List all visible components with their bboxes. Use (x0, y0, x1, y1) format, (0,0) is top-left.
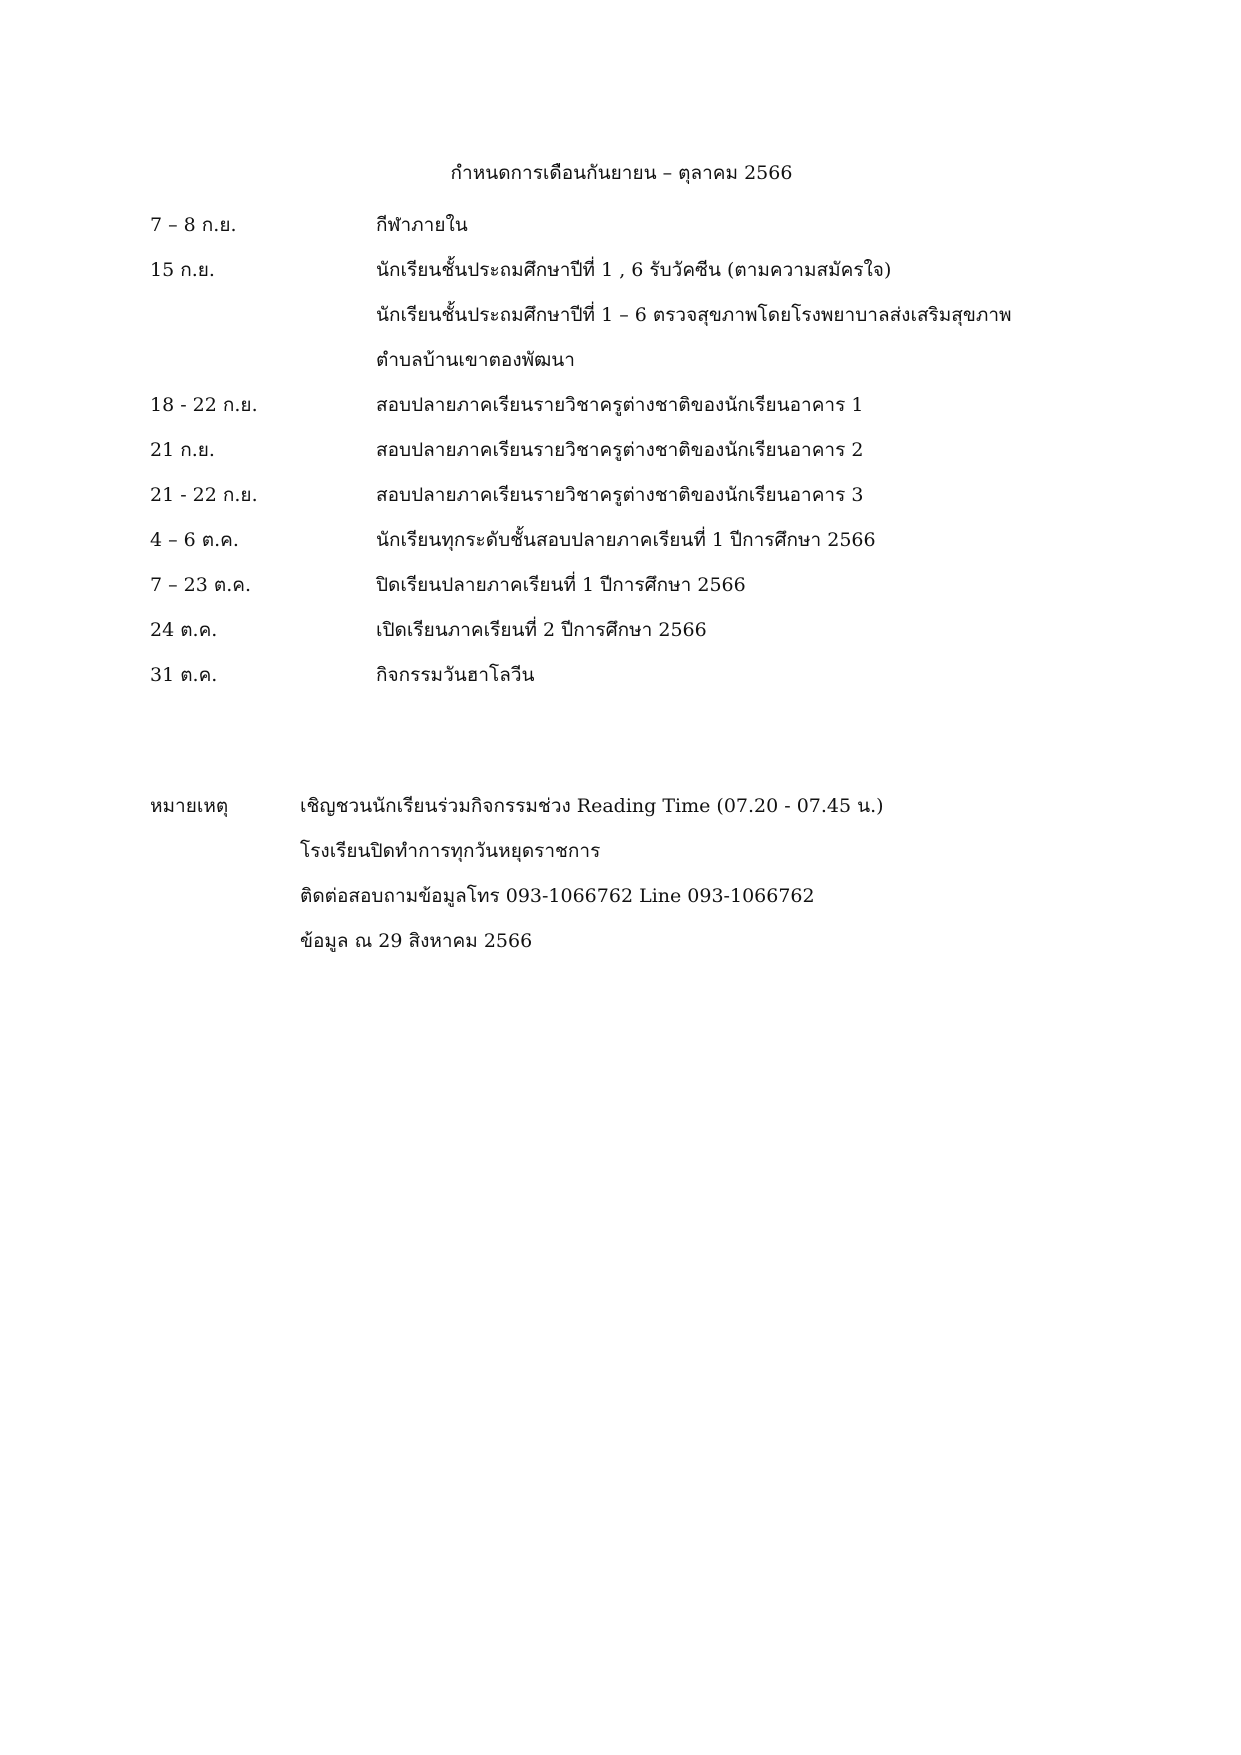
document-title: กำหนดการเดือนกันยายน – ตุลาคม 2566 (450, 162, 793, 184)
schedule-row (150, 608, 1150, 653)
schedule-event: กิจกรรมวันฮาโลวีน (376, 664, 535, 686)
schedule-events (376, 653, 1150, 698)
note-line: ข้อมูล ณ 29 สิงหาคม 2566 (300, 930, 533, 952)
schedule-events (376, 608, 1150, 653)
schedule-event: เปิดเรียนภาคเรียนที่ 2 ปีการศึกษา 2566 (376, 619, 707, 641)
schedule-row (150, 203, 1150, 248)
schedule-row (150, 518, 1150, 563)
schedule-event: สอบปลายภาคเรียนรายวิชาครูต่างชาติของนักเรียนอาคาร 1 (376, 394, 864, 416)
schedule-row (150, 473, 1150, 518)
notes-section (150, 784, 1150, 964)
schedule-date: 7 – 8 ก.ย. (150, 214, 237, 236)
schedule-date: 4 – 6 ต.ค. (150, 529, 239, 551)
schedule-event: นักเรียนทุกระดับชั้นสอบปลายภาคเรียนที่ 1 ปีการศึกษา 2566 (376, 529, 876, 551)
schedule-event: กีฬาภายใน (376, 214, 468, 236)
schedule-events (376, 473, 1150, 518)
schedule-event: ปิดเรียนปลายภาคเรียนที่ 1 ปีการศึกษา 2566 (376, 574, 746, 596)
schedule-events (376, 248, 1150, 383)
schedule-events (376, 518, 1150, 563)
note-line: ติดต่อสอบถามข้อมูลโทร 093-1066762 Line 093-1066762 (300, 885, 815, 907)
schedule-row (150, 563, 1150, 608)
schedule-date: 21 ก.ย. (150, 439, 215, 461)
schedule-events (376, 203, 1150, 248)
schedule-row (150, 653, 1150, 698)
schedule-date: 31 ต.ค. (150, 664, 218, 686)
schedule-event: นักเรียนชั้นประถมศึกษาปีที่ 1 – 6 ตรวจสุขภาพโดยโรงพยาบาลส่งเสริมสุขภาพ (376, 304, 1012, 326)
note-line: โรงเรียนปิดทำการทุกวันหยุดราชการ (300, 840, 601, 862)
schedule-events (376, 428, 1150, 473)
schedule-date: 21 - 22 ก.ย. (150, 484, 258, 506)
schedule-row (150, 248, 1150, 383)
notes-lines (300, 784, 1150, 964)
schedule-date: 18 - 22 ก.ย. (150, 394, 258, 416)
notes-label: หมายเหตุ (150, 795, 229, 817)
schedule-list (150, 203, 1150, 698)
schedule-row (150, 383, 1150, 428)
schedule-event: สอบปลายภาคเรียนรายวิชาครูต่างชาติของนักเรียนอาคาร 2 (376, 439, 864, 461)
schedule-date: 15 ก.ย. (150, 259, 215, 281)
note-line: เชิญชวนนักเรียนร่วมกิจกรรมช่วง Reading Time (07.20 - 07.45 น.) (300, 795, 884, 817)
schedule-events (376, 563, 1150, 608)
schedule-event: สอบปลายภาคเรียนรายวิชาครูต่างชาติของนักเรียนอาคาร 3 (376, 484, 864, 506)
schedule-row (150, 428, 1150, 473)
schedule-date: 24 ต.ค. (150, 619, 218, 641)
schedule-events (376, 383, 1150, 428)
schedule-event: ตำบลบ้านเขาตองพัฒนา (376, 349, 575, 371)
schedule-event: นักเรียนชั้นประถมศึกษาปีที่ 1 , 6 รับวัคซีน (ตามความสมัครใจ) (376, 259, 892, 281)
schedule-date: 7 – 23 ต.ค. (150, 574, 252, 596)
